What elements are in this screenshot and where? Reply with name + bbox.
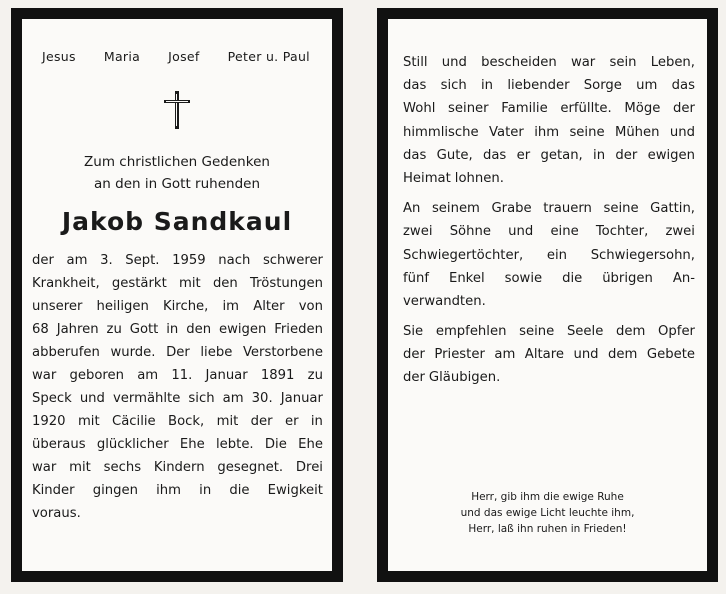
word: das	[403, 78, 427, 94]
prayer-line: Herr, gib ihm die ewige Ruhe	[471, 491, 624, 503]
word: mit	[77, 414, 100, 429]
text-line	[403, 74, 695, 97]
word: Ewigkeit	[267, 483, 323, 498]
saint-name: Jesus	[42, 49, 76, 64]
word: Ehe	[298, 437, 323, 452]
prayer-verse	[388, 489, 707, 537]
paragraph	[403, 197, 695, 313]
paragraph	[403, 51, 695, 190]
word: ihm	[156, 483, 182, 498]
text-line	[32, 341, 323, 364]
word: mit	[69, 460, 91, 475]
word: Schwiegertöchter,	[403, 247, 524, 263]
word: das	[482, 147, 507, 163]
memorial-heading	[22, 151, 332, 195]
left-card-panel	[11, 8, 343, 582]
word: der	[615, 147, 638, 163]
text-line	[32, 479, 323, 502]
word: die	[229, 483, 250, 498]
word: Leben,	[650, 55, 695, 70]
word: Ehe	[179, 437, 205, 452]
word: am	[137, 368, 159, 383]
word: Enkel	[448, 270, 485, 286]
word: unserer	[32, 299, 83, 314]
word: übrigen	[602, 270, 653, 286]
word: Familie	[501, 101, 548, 117]
prayer-line: Herr, laß ihn ruhen in Frieden!	[468, 523, 627, 535]
cross-icon	[164, 91, 190, 129]
text-line	[403, 244, 695, 267]
paragraph	[403, 320, 695, 390]
word: Sorge	[583, 78, 622, 94]
word: Gebete	[646, 347, 695, 363]
text-line	[403, 167, 695, 190]
saints-header	[22, 49, 332, 64]
word: Gläubigen.	[428, 370, 501, 386]
word: erfüllte.	[560, 101, 612, 117]
word: seinem	[431, 201, 480, 217]
word: zwei	[665, 224, 695, 240]
word: Priester	[434, 347, 485, 363]
deceased-name: Jakob Sandkaul	[61, 207, 293, 236]
word: 3.	[100, 253, 113, 268]
word: 30.	[251, 391, 273, 406]
word: Gattin,	[650, 201, 695, 217]
word: dem	[608, 347, 638, 363]
word: ewigen	[218, 322, 267, 337]
word: zwei	[403, 224, 433, 240]
word: sich	[188, 391, 215, 406]
word: liebender	[507, 78, 570, 94]
word: Söhne	[449, 224, 491, 240]
word: er	[516, 147, 531, 163]
word: getan,	[540, 147, 583, 163]
memorial-line: Zum christlichen Gedenken	[84, 154, 270, 170]
word: Die	[264, 437, 287, 452]
text-line	[32, 502, 323, 525]
mourning-text	[403, 51, 695, 390]
word: An	[403, 201, 421, 217]
word: Altare	[524, 347, 564, 363]
text-line	[32, 364, 323, 387]
text-line	[32, 295, 323, 318]
text-line	[403, 343, 695, 366]
right-card-inner	[388, 19, 707, 571]
word: Seele	[566, 324, 604, 340]
word: himmlische	[403, 124, 479, 140]
word: wurde.	[110, 345, 156, 360]
word: gesegnet.	[217, 460, 284, 475]
text-line	[32, 433, 323, 456]
word: ihm	[534, 124, 560, 140]
word: empfehlen	[435, 324, 507, 340]
word: in	[593, 147, 606, 163]
word: lohnen.	[454, 170, 504, 186]
word: Kinder	[32, 483, 75, 498]
word: mit	[216, 414, 239, 429]
word: in	[481, 78, 494, 94]
word: seiner	[448, 101, 489, 117]
saint-name: Peter u. Paul	[227, 49, 310, 64]
word: Sept.	[125, 253, 160, 268]
word: und	[669, 124, 695, 140]
word: Januar	[205, 368, 248, 383]
text-line	[403, 366, 695, 389]
word: 1920	[32, 414, 66, 429]
biography-text	[32, 249, 323, 525]
word: Der	[166, 345, 190, 360]
text-line	[32, 456, 323, 479]
word: zu	[106, 322, 122, 337]
word: in	[199, 483, 212, 498]
word: vermählte	[113, 391, 181, 406]
word: Möge	[624, 101, 661, 117]
word: dem	[616, 324, 646, 340]
word: von	[298, 299, 323, 314]
word: geboren	[69, 368, 125, 383]
word: Heimat	[403, 170, 451, 186]
word: Tochter,	[595, 224, 649, 240]
word: seine	[519, 324, 555, 340]
word: Jahren	[56, 322, 99, 337]
text-line	[403, 121, 695, 144]
word: der	[403, 347, 425, 363]
word: und	[79, 391, 105, 406]
word: und	[573, 347, 599, 363]
word: die	[562, 270, 583, 286]
word: bescheiden	[481, 55, 557, 70]
word: und	[508, 224, 534, 240]
text-line	[403, 220, 695, 243]
word: sechs	[103, 460, 142, 475]
word: Alter	[253, 299, 285, 314]
word: fünf	[403, 270, 430, 286]
word: 1959	[172, 253, 206, 268]
saint-name: Maria	[103, 49, 141, 64]
text-line	[403, 320, 695, 343]
word: Wohl	[403, 101, 436, 117]
word: 68	[32, 322, 49, 337]
word: Mühen	[614, 124, 660, 140]
text-line	[32, 249, 323, 272]
word: liebe	[200, 345, 233, 360]
word: der	[673, 101, 695, 117]
word: ein	[546, 247, 568, 263]
word: Opfer	[658, 324, 695, 340]
word: Grabe	[491, 201, 532, 217]
word: überaus	[32, 437, 86, 452]
word: gestärkt	[111, 276, 167, 291]
word: Tröstungen	[250, 276, 323, 291]
text-line	[403, 97, 695, 120]
word: nach	[218, 253, 251, 268]
prayer-line: und das ewige Licht leuchte ihm,	[460, 507, 635, 519]
word: sowie	[504, 270, 543, 286]
word: Krankheit,	[32, 276, 100, 291]
word: schwerer	[262, 253, 323, 268]
word: eine	[550, 224, 579, 240]
word: Vater	[489, 124, 524, 140]
word: Gute,	[436, 147, 473, 163]
word: das	[671, 78, 695, 94]
text-line	[32, 387, 323, 410]
word: abberufen	[32, 345, 100, 360]
text-line	[403, 144, 695, 167]
word: am	[494, 347, 516, 363]
word: 1891	[260, 368, 295, 383]
word: lebte.	[216, 437, 254, 452]
word: war	[32, 460, 57, 475]
word: der	[403, 370, 425, 386]
text-line	[32, 272, 323, 295]
word: am	[222, 391, 244, 406]
word: ewigen	[647, 147, 695, 163]
word: Schwiegersohn,	[590, 247, 695, 263]
word: zu	[307, 368, 323, 383]
word: der	[32, 253, 54, 268]
word: Bock,	[168, 414, 205, 429]
word: den	[186, 322, 212, 337]
word: und	[441, 55, 467, 70]
text-line	[403, 267, 695, 290]
word: Speck	[32, 391, 72, 406]
text-line	[403, 51, 695, 74]
text-line	[403, 290, 695, 313]
word: Gott	[129, 322, 159, 337]
word: der	[250, 414, 273, 429]
word: im	[222, 299, 240, 314]
text-line	[32, 318, 323, 341]
word: verwandten.	[403, 293, 486, 309]
word: in	[310, 414, 323, 429]
text-line	[403, 197, 695, 220]
word: um	[636, 78, 658, 94]
word: Januar	[280, 391, 323, 406]
word: glücklicher	[96, 437, 169, 452]
word: trauern	[543, 201, 592, 217]
word: Sie	[403, 324, 424, 340]
word: das	[403, 147, 427, 163]
word: An-	[672, 270, 695, 286]
word: mit	[179, 276, 201, 291]
word: 11.	[171, 368, 193, 383]
word: in	[166, 322, 179, 337]
word: Kirche,	[163, 299, 209, 314]
left-card-inner	[22, 19, 332, 571]
word: Cäcilie	[112, 414, 156, 429]
saint-name: Josef	[168, 49, 200, 64]
word: Kindern	[153, 460, 205, 475]
word: Frieden	[274, 322, 323, 337]
word: Drei	[295, 460, 323, 475]
word: am	[66, 253, 88, 268]
word: Verstorbene	[242, 345, 323, 360]
right-card-panel	[377, 8, 718, 582]
word: den	[212, 276, 238, 291]
word: voraus.	[32, 506, 81, 521]
word: sein	[609, 55, 637, 70]
word: seine	[603, 201, 639, 217]
word: war	[570, 55, 596, 70]
word: seine	[569, 124, 605, 140]
word: Still	[403, 55, 428, 70]
word: sich	[440, 78, 467, 94]
word: gingen	[92, 483, 138, 498]
word: heiligen	[96, 299, 149, 314]
word: er	[284, 414, 299, 429]
text-line	[32, 410, 323, 433]
word: war	[32, 368, 57, 383]
memorial-line: an den in Gott ruhenden	[94, 176, 260, 192]
